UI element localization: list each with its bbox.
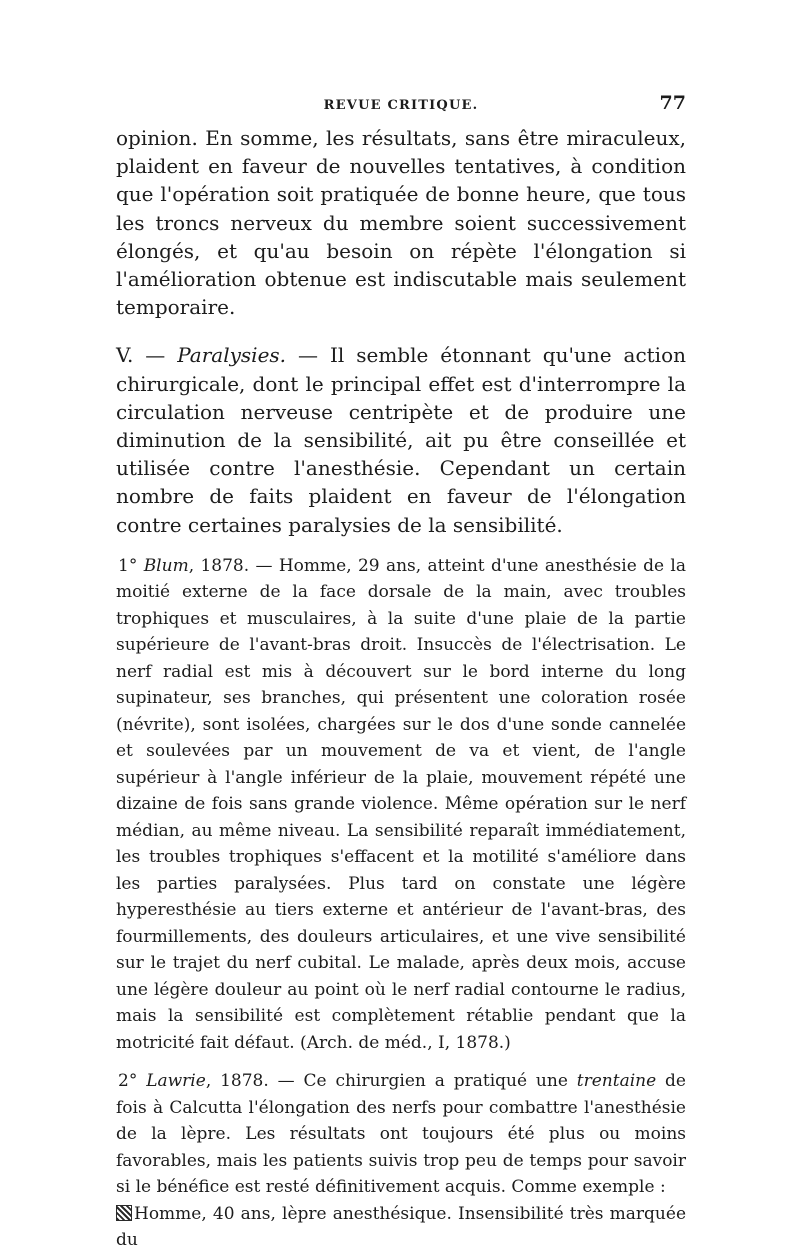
paragraph-opinion: opinion. En somme, les résultats, sans être miraculeux, plaident en faveur de nouvelles tentatives, à condition que l'opération soit pratiquée de bonne heure, que tous les troncs nerveux du membre soient successivement élongés, et qu'au besoin on répète l'élongation si l'amélioration obtenue est indiscutable mais seulement temporaire. (116, 126, 686, 320)
page-header (116, 92, 686, 118)
case2-trentaine: trentaine (576, 1071, 657, 1092)
page-number: 77 (659, 92, 686, 114)
paragraph-section-v (116, 341, 686, 538)
case2-author: Lawrie (146, 1071, 206, 1092)
paragraph-case-2 (116, 1068, 686, 1201)
section-v-text: — Il semble étonnant qu'une action chirurgicale, dont le principal effet est d'interrompre la circulation nerveuse centripète et de produire une diminution de la sensibilité, ait pu être conseillée et utilisée contre l'anesthésie. Cependant un certain nombre de faits plaident en faveur de l'élongation contre certaines paralysies de la sensibilité. (116, 343, 686, 537)
body-text (116, 124, 686, 1254)
case2-text-a: , 1878. — Ce chirurgien a pratiqué une (205, 1071, 577, 1092)
paragraph-last-line (116, 1201, 686, 1254)
case1-number: 1° (118, 555, 144, 576)
case1-text: , 1878. — Homme, 29 ans, atteint d'une anesthésie de la moitié externe de la face dorsale de la main, avec troubles trophiques et musculaires, à la suite d'une plaie de la partie supérieure de l'avant-bras droit. Insuccès de l'électrisation. Le nerf radial est mis à découvert sur le bord interne du long supinateur, ses branches, qui présentent une coloration rosée (névrite), sont isolées, chargées sur le dos d'une sonde cannelée et soulevées par un mouvement de va et vient, de l'angle supérieur à l'angle inférieur de la plaie, mouvement répété une dizaine de fois sans grande violence. Même opération sur le nerf médian, au même niveau. La sensibilité reparaît immédiatement, les troubles trophiques s'effacent et la motilité s'améliore dans les parties paralysées. Plus tard on constate une légère hyperesthésie au tiers externe et antérieur de l'avant-bras, des fourmillements, des douleurs articulaires, et une vive sensibilité sur le trajet du nerf cubital. Le malade, après deux mois, accuse une légère douleur au point où le nerf radial contourne le radius, mais la sensibilité est complètement rétablie pendant que la motricité fait défaut. (Arch. de méd., I, 1878.) (116, 555, 686, 1053)
printer-mark-icon (116, 1205, 132, 1221)
case2-text-b: de fois à Calcutta l'élongation des nerfs pour combattre l'anesthésie de la lèpre. Les résultats ont toujours été plus ou moins favorables, mais les patients suivis trop peu de temps pour savoir si le bénéfice est resté définitivement acquis. Comme exemple : (116, 1071, 686, 1198)
section-v-title: Paralysies. (177, 343, 287, 368)
running-title: REVUE CRITIQUE. (323, 98, 479, 113)
case1-author: Blum (143, 555, 189, 576)
section-v-numeral: V. — (116, 343, 166, 368)
paragraph-case-1 (116, 553, 686, 1057)
case2-number: 2° (118, 1071, 147, 1092)
last-line-text: Homme, 40 ans, lèpre anesthésique. Insensibilité très marquée du (116, 1203, 686, 1251)
